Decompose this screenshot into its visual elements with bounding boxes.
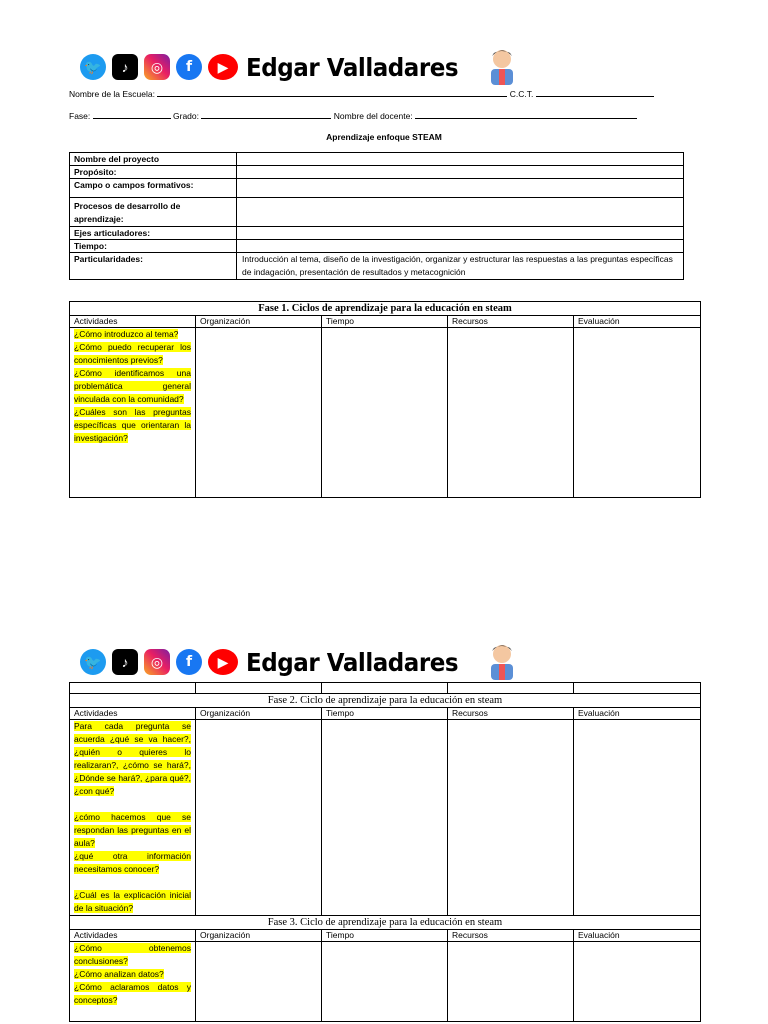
col-header-tiempo: Tiempo [322,708,448,720]
empty-cell[interactable] [322,683,448,694]
empty-cell[interactable] [448,683,574,694]
facebook-icon[interactable]: f [176,649,202,675]
question: Para cada pregunta se acuerda ¿qué se va hacer?, ¿quién o quieres lo realizaran?, ¿cómo se hará?,¿Dónde se hará?, ¿para qué?, ¿con qué? [74,721,191,796]
school-label: Nombre de la Escuela: [69,89,155,99]
question: ¿Cómo identificamos una problemática general vinculada con la comunidad? [74,368,191,404]
phase3-recursos-cell[interactable] [448,942,574,1022]
table-row [70,240,684,253]
phase2-recursos-cell[interactable] [448,720,574,916]
col-header-actividades: Actividades [70,708,196,720]
row-value[interactable] [237,198,684,227]
fase-label: Fase: [69,111,91,121]
cct-label: C.C.T. [509,89,534,99]
empty-cell[interactable] [574,683,701,694]
project-table [69,152,684,280]
row-label: Procesos de desarrollo de aprendizaje: [70,198,237,227]
row-value[interactable] [237,227,684,240]
table-row [70,227,684,240]
question: ¿Cómo obtenemos conclusiones? [74,943,191,966]
instagram-icon[interactable]: ◎ [144,54,170,80]
brand-name: Edgar Valladares [246,647,459,677]
empty-cell[interactable] [70,683,196,694]
phase1-recursos-cell[interactable] [448,328,574,498]
table-row [70,253,684,280]
table-row [70,166,684,179]
question: ¿qué otra información necesitamos conocer? [74,851,191,874]
twitter-icon[interactable]: 🐦 [80,649,106,675]
phase1-evaluacion-cell[interactable] [574,328,701,498]
row-value[interactable] [237,179,684,198]
row-label: Ejes articuladores: [70,227,237,240]
question: ¿Cómo introduzco al tema? [74,329,179,339]
table-row [70,153,684,166]
col-header-recursos: Recursos [448,316,574,328]
grado-field[interactable] [201,110,331,119]
phase1-tiempo-cell[interactable] [322,328,448,498]
phase1-table [69,301,701,498]
phase1-organizacion-cell[interactable] [196,328,322,498]
row-value[interactable] [237,166,684,179]
phase2-3-table [69,682,701,1022]
row-value[interactable] [237,240,684,253]
phase1-title: Fase 1. Ciclos de aprendizaje para la educación en steam [70,302,701,316]
school-field[interactable] [157,88,507,97]
col-header-actividades: Actividades [70,930,196,942]
phase3-organizacion-cell[interactable] [196,942,322,1022]
question: ¿Cómo analizan datos? [74,969,164,979]
page-subtitle: Aprendizaje enfoque STEAM [326,132,442,142]
fase-field[interactable] [93,110,171,119]
col-header-tiempo: Tiempo [322,930,448,942]
phase3-evaluacion-cell[interactable] [574,942,701,1022]
tiktok-icon[interactable]: ♪ [112,54,138,80]
col-header-evaluacion: Evaluación [574,930,701,942]
phase1-activities [70,328,196,498]
col-header-actividades: Actividades [70,316,196,328]
grado-label: Grado: [173,111,200,121]
brand-name: Edgar Valladares [246,52,459,82]
empty-cell[interactable] [196,683,322,694]
phase2-tiempo-cell[interactable] [322,720,448,916]
docente-field[interactable] [415,110,637,119]
phase2-organizacion-cell[interactable] [196,720,322,916]
brand-header [80,642,519,682]
facebook-icon[interactable]: f [176,54,202,80]
brand-header [80,47,519,87]
row-label: Campo o campos formativos: [70,179,237,198]
phase3-activities [70,942,196,1022]
phase2-title: Fase 2. Ciclo de aprendizaje para la educación en steam [70,694,701,708]
table-row [70,198,684,227]
row-value: Introducción al tema, diseño de la investigación, organizar y estructurar las respuestas a las preguntas específicas de indagación, presentación de resultados y metacognición [237,253,684,280]
col-header-recursos: Recursos [448,708,574,720]
avatar [485,47,519,87]
question: ¿cómo hacemos que se respondan las preguntas en el aula? [74,812,191,848]
fase-line [69,110,637,121]
avatar [485,642,519,682]
youtube-icon[interactable]: ▶ [208,54,238,80]
row-label: Nombre del proyecto [70,153,237,166]
phase3-title: Fase 3. Ciclo de aprendizaje para la educación en steam [70,916,701,930]
row-value[interactable] [237,153,684,166]
table-row [70,179,684,198]
col-header-organizacion: Organización [196,316,322,328]
question: ¿Cómo puedo recuperar los conocimientos previos? [74,342,191,365]
col-header-organizacion: Organización [196,930,322,942]
phase2-evaluacion-cell[interactable] [574,720,701,916]
cct-field[interactable] [536,88,654,97]
col-header-evaluacion: Evaluación [574,708,701,720]
col-header-organizacion: Organización [196,708,322,720]
question: ¿Cuál es la explicación inicial de la situación? [74,890,191,913]
question: ¿Cuáles son las preguntas específicas que orientaran la investigación? [74,407,191,443]
col-header-tiempo: Tiempo [322,316,448,328]
question: ¿Cómo aclaramos datos y conceptos? [74,982,191,1005]
youtube-icon[interactable]: ▶ [208,649,238,675]
docente-label: Nombre del docente: [333,111,413,121]
row-label: Particularidades: [70,253,237,280]
row-label: Tiempo: [70,240,237,253]
school-line [69,88,654,99]
row-label: Propósito: [70,166,237,179]
col-header-evaluacion: Evaluación [574,316,701,328]
tiktok-icon[interactable]: ♪ [112,649,138,675]
instagram-icon[interactable]: ◎ [144,649,170,675]
col-header-recursos: Recursos [448,930,574,942]
phase2-activities [70,720,196,916]
twitter-icon[interactable]: 🐦 [80,54,106,80]
phase3-tiempo-cell[interactable] [322,942,448,1022]
